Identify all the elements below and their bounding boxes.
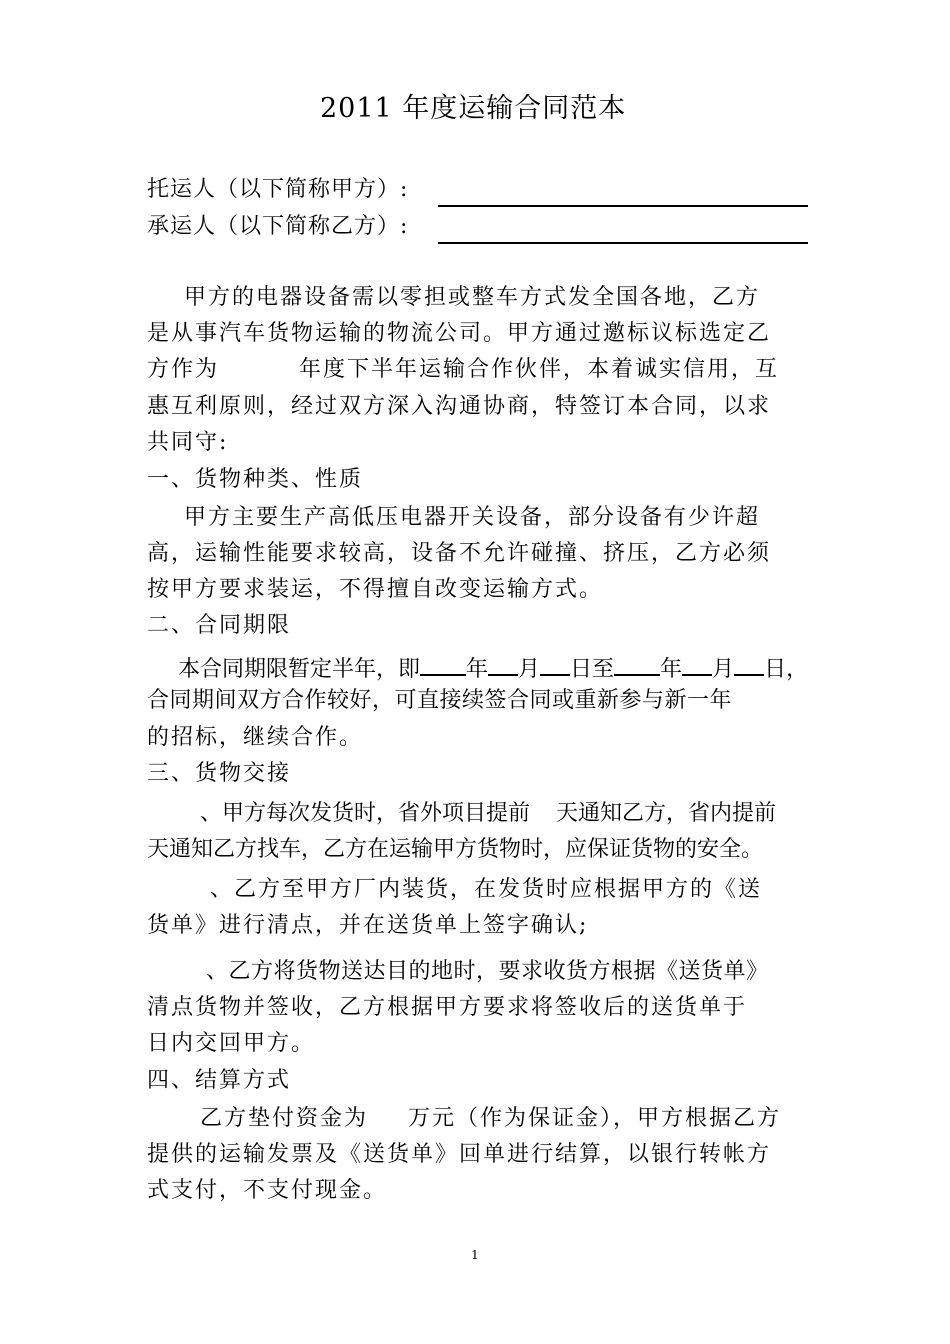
section-3-para-3-line-2: 清点货物并签收，乙方根据甲方要求将签收后的送货单于 — [147, 995, 748, 1020]
section-3-para-2-line-2: 货单》进行清点，并在送货单上签字确认; — [147, 913, 589, 938]
end-year-blank — [614, 648, 660, 676]
document-title: 2011 年度运输合同范本 — [320, 93, 627, 124]
section-2-line-1 — [178, 648, 808, 685]
section-3-para-3-line-1: 、乙方将货物送达目的地时，要求收货方根据《送货单》 — [206, 959, 769, 984]
start-month-blank — [488, 648, 518, 676]
start-month-label: 月 — [518, 657, 541, 682]
section-3-heading: 三、货物交接 — [147, 761, 292, 786]
start-year-label: 年 — [466, 657, 489, 682]
intro-line-3a: 方作为 — [147, 357, 220, 382]
section-3-para-3-line-3: 日内交回甲方。 — [147, 1031, 316, 1056]
section-3-para-2-line-1: 、乙方至甲方厂内装货，在发货时应根据甲方的《送 — [210, 877, 763, 902]
intro-line-5: 共同守: — [147, 430, 229, 455]
section-2-line-1a: 本合同期限暂定半年，即 — [178, 657, 421, 682]
end-year-label: 年 — [660, 657, 683, 682]
section-1-line-2: 高，运输性能要求较高，设备不允许碰撞、挤压，乙方必须 — [147, 541, 772, 566]
intro-line-1: 甲方的电器设备需以零担或整车方式发全国各地，乙方 — [184, 285, 761, 310]
page-number: 1 — [471, 1248, 479, 1262]
shipper-blank-line — [438, 205, 808, 207]
section-1-heading: 一、货物种类、性质 — [147, 467, 364, 492]
section-4-heading: 四、结算方式 — [147, 1068, 292, 1093]
section-1-line-1: 甲方主要生产高低压电器开关设备，部分设备有少许超 — [184, 505, 761, 530]
section-4-line-1a: 乙方垫付资金为 — [200, 1106, 369, 1131]
section-4-line-1b: 万元（作为保证金），甲方根据乙方 — [408, 1106, 782, 1131]
end-day-label: 日， — [764, 657, 809, 682]
section-3-para-1-line-2: 天通知乙方找车，乙方在运输甲方货物时，应保证货物的安全。 — [147, 837, 764, 862]
start-year-blank — [420, 648, 466, 676]
shipper-label: 托运人（以下简称甲方）: — [147, 177, 409, 202]
intro-line-4: 惠互利原则，经过双方深入沟通协商，特签订本合同，以求 — [147, 394, 772, 419]
section-2-line-2: 合同期间双方合作较好，可直接续签合同或重新参与新一年 — [147, 688, 733, 713]
section-1-line-3: 按甲方要求装运，不得擅自改变运输方式。 — [147, 577, 604, 602]
section-3-para-1a: 、甲方每次发货时，省外项目提前 — [200, 801, 531, 826]
section-4-line-3: 式支付，不支付现金。 — [147, 1178, 388, 1203]
intro-line-2: 是从事汽车货物运输的物流公司。甲方通过邀标议标选定乙 — [147, 321, 772, 346]
intro-line-3 — [147, 355, 779, 385]
start-day-blank — [540, 648, 570, 676]
end-day-blank — [734, 648, 764, 676]
carrier-label: 承运人（以下简称乙方）: — [147, 214, 409, 239]
section-2-line-3: 的招标，继续合作。 — [147, 725, 364, 750]
section-2-heading: 二、合同期限 — [147, 613, 292, 638]
start-day-label: 日至 — [570, 657, 615, 682]
section-4-line-1 — [200, 1104, 781, 1134]
intro-line-3b: 年度下半年运输合作伙伴，本着诚实信用，互 — [299, 357, 780, 382]
carrier-blank-line — [438, 242, 808, 244]
section-3-para-1b: 天通知乙方，省内提前 — [556, 801, 777, 826]
end-month-label: 月 — [712, 657, 735, 682]
end-month-blank — [682, 648, 712, 676]
section-4-line-2: 提供的运输发票及《送货单》回单进行结算，以银行转帐方 — [147, 1142, 772, 1167]
section-3-para-1-line-1 — [200, 799, 776, 829]
